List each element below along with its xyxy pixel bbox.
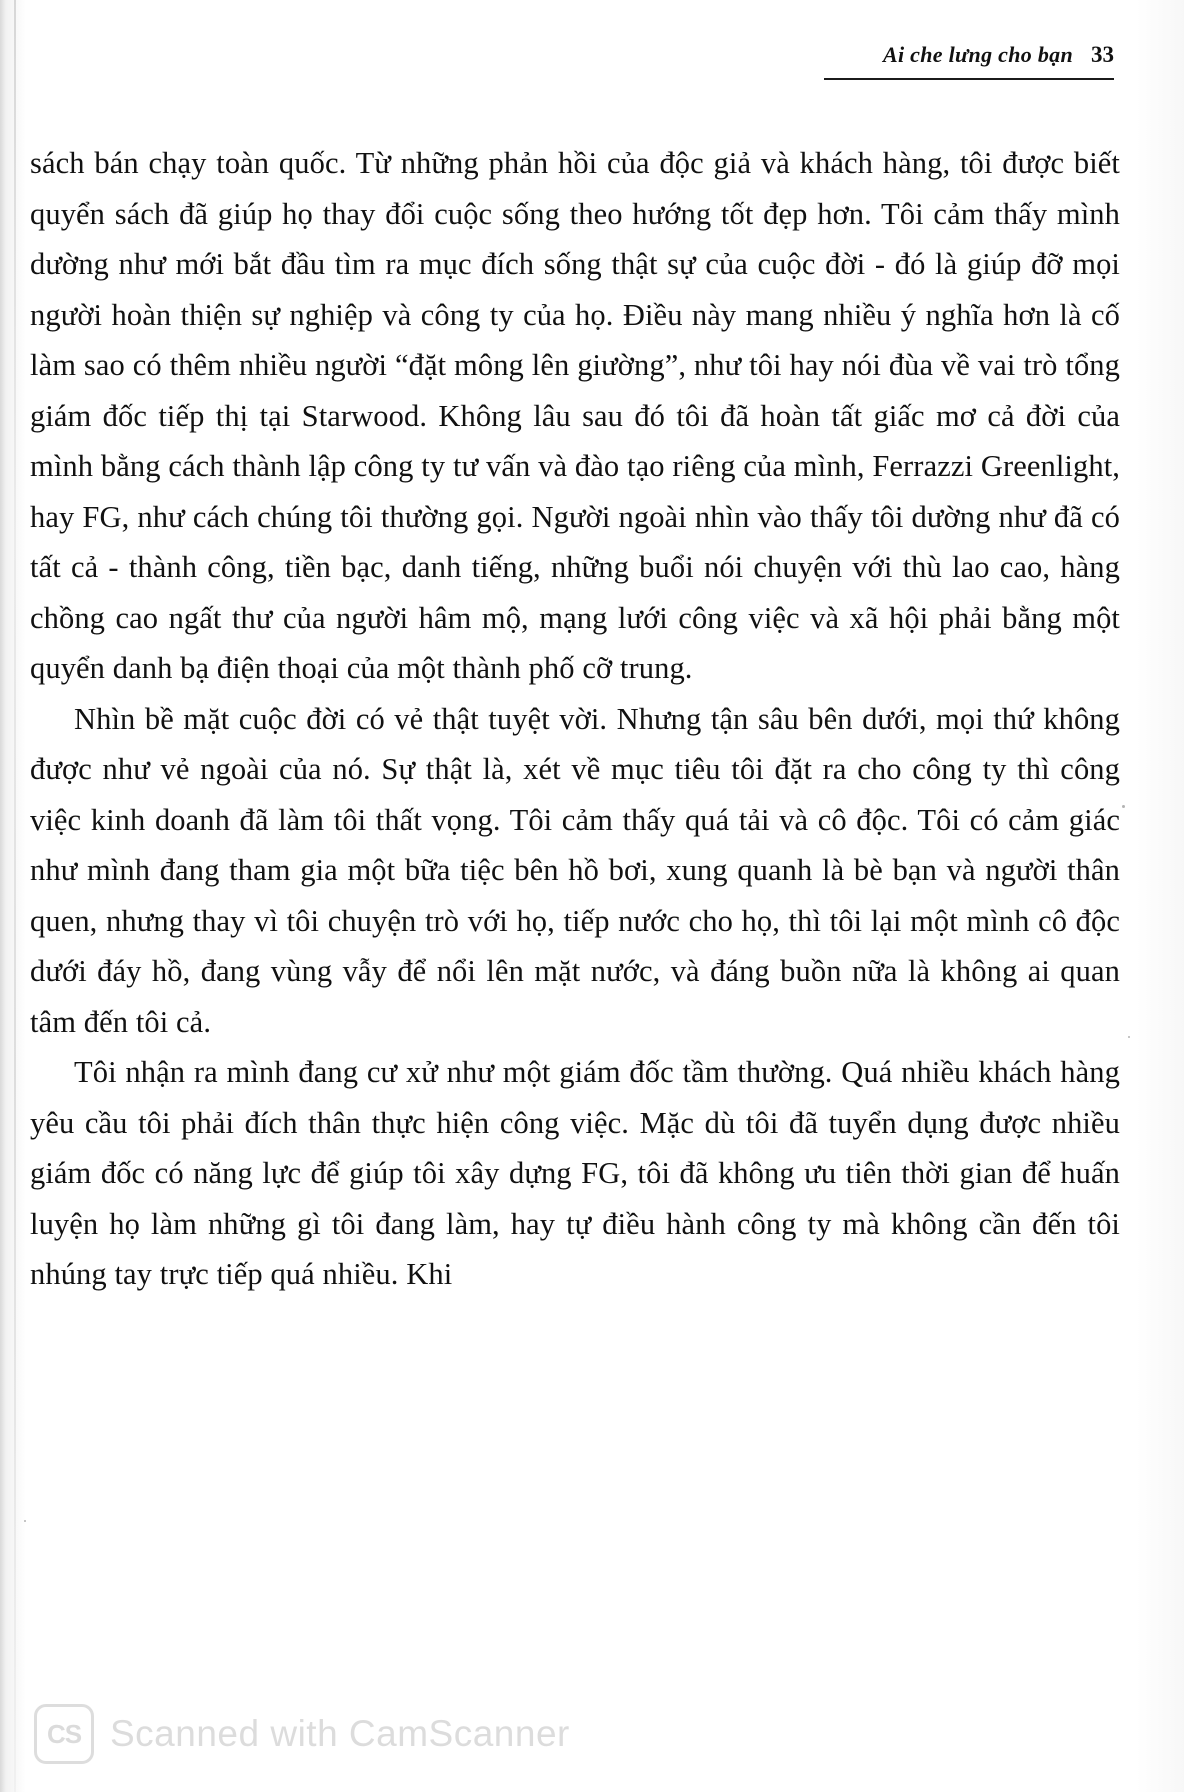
scan-artifact — [1122, 805, 1125, 808]
body-text — [30, 138, 1120, 1300]
paragraph: sách bán chạy toàn quốc. Từ những phản hồi của độc giả và khách hàng, tôi được biết quyển sách đã giúp họ thay đổi cuộc sống theo hướng tốt đẹp hơn. Tôi cảm thấy mình dường như mới bắt đầu tìm ra mục đích sống thật sự của cuộc đời - đó là giúp đỡ mọi người hoàn thiện sự nghiệp và công ty của họ. Điều này mang nhiều ý nghĩa hơn là cố làm sao có thêm nhiều người “đặt mông lên giường”, như tôi hay nói đùa về vai trò tổng giám đốc tiếp thị tại Starwood. Không lâu sau đó tôi đã hoàn tất giấc mơ cả đời của mình bằng cách thành lập công ty tư vấn và đào tạo riêng của mình, Ferrazzi Greenlight, hay FG, như cách chúng tôi thường gọi. Người ngoài nhìn vào thấy tôi dường như đã có tất cả - thành công, tiền bạc, danh tiếng, những buổi nói chuyện với thù lao cao, hàng chồng cao ngất thư của người hâm mộ, mạng lưới công việc và xã hội phải bằng một quyển danh bạ điện thoại của một thành phố cỡ trung. — [30, 146, 1120, 685]
running-head-book-title: Ai che lưng cho bạn — [882, 42, 1073, 67]
running-head — [883, 42, 1114, 68]
camscanner-watermark-label: Scanned with CamScanner — [110, 1713, 570, 1754]
scan-artifact — [1128, 1036, 1130, 1038]
paragraph: Tôi nhận ra mình đang cư xử như một giám đốc tầm thường. Quá nhiều khách hàng yêu cầu tôi phải đích thân thực hiện công việc. Mặc dù tôi đã tuyển dụng được nhiều giám đốc có năng lực để giúp tôi xây dựng FG, tôi đã không ưu tiên thời gian để huấn luyện họ làm những gì tôi đang làm, hay tự điều hành công ty mà không cần đến tôi nhúng tay trực tiếp quá nhiều. Khi — [30, 1055, 1120, 1291]
camscanner-badge-icon: CS — [34, 1704, 94, 1764]
page-binding-edge — [14, 0, 16, 1792]
scan-artifact — [24, 1520, 26, 1522]
page-number: 33 — [1091, 42, 1114, 67]
running-head-rule — [824, 78, 1114, 80]
camscanner-watermark — [34, 1704, 570, 1764]
paragraph: Nhìn bề mặt cuộc đời có vẻ thật tuyệt vời. Nhưng tận sâu bên dưới, mọi thứ không được như vẻ ngoài của nó. Sự thật là, xét về mục tiêu tôi đặt ra cho công ty thì công việc kinh doanh đã làm tôi thất vọng. Tôi cảm thấy quá tải và cô độc. Tôi có cảm giác như mình đang tham gia một bữa tiệc bên hồ bơi, xung quanh là bè bạn và người thân quen, nhưng thay vì tôi chuyện trò với họ, tiếp nước cho họ, thì tôi lại một mình cô độc dưới đáy hồ, đang vùng vẫy để nổi lên mặt nước, và đáng buồn nữa là không ai quan tâm đến tôi cả. — [30, 701, 1120, 1039]
